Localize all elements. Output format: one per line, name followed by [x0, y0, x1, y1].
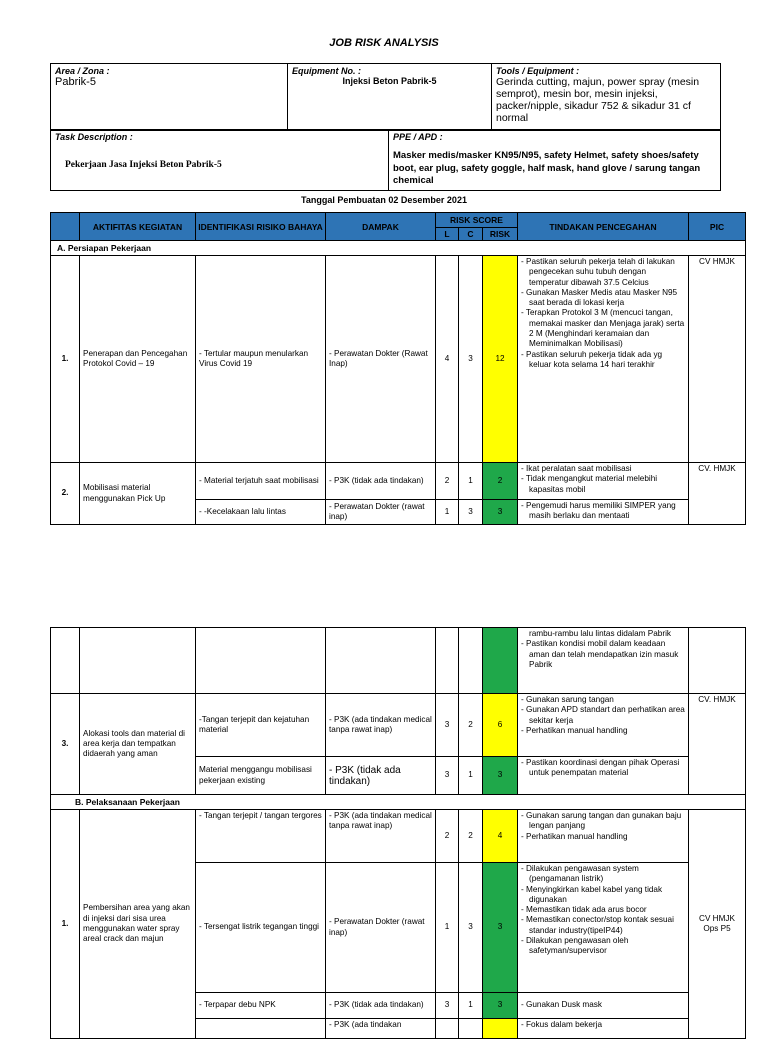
likelihood-cell: 2: [436, 810, 459, 863]
prevention-item: - Menyingkirkan kabel kabel yang tidak digunakan: [521, 884, 663, 904]
prevention-item: - Perhatikan manual handling: [521, 831, 628, 841]
risk-cell: [483, 628, 518, 694]
col-activity: AKTIFITAS KEGIATAN: [80, 213, 196, 241]
tools-label: Tools / Equipment :: [496, 66, 580, 76]
prevention-item: - Pastikan kondisi mobil dalam keadaan aman dan telah mendapatkan izin masuk Pabrik: [521, 639, 679, 669]
likelihood-cell: 3: [436, 757, 459, 795]
impact-cell: [326, 628, 436, 694]
area-cell: [51, 64, 288, 131]
prevention-cell: [518, 500, 689, 525]
ppe-label: PPE / APD :: [393, 132, 443, 142]
impact-cell: - P3K (ada tindakan medical tanpa rawat inap): [326, 810, 436, 863]
document-title: JOB RISK ANALYSIS: [329, 37, 439, 49]
impact-cell: - P3K (ada tindakan: [326, 1019, 436, 1039]
prevention-item: rambu-rambu lalu lintas didalam Pabrik: [529, 629, 671, 638]
impact-cell: - Perawatan Dokter (rawat inap): [326, 500, 436, 525]
table-row: [51, 810, 746, 863]
consequence-cell: 3: [459, 256, 483, 463]
pic-cell: CV. HMJK: [689, 463, 746, 525]
prevention-item: - Perhatikan manual handling: [521, 725, 628, 735]
consequence-cell: 1: [459, 757, 483, 795]
hazard-cell: - Terpapar debu NPK: [196, 993, 326, 1019]
likelihood-cell: 2: [436, 463, 459, 500]
prevention-cell: [518, 1019, 689, 1039]
equipment-value: Injeksi Beton Pabrik-5: [342, 76, 437, 86]
consequence-cell: [459, 628, 483, 694]
hazard-cell: - Tangan terjepit / tangan tergores: [196, 810, 326, 863]
col-c: C: [459, 228, 483, 241]
area-value: Pabrik-5: [55, 76, 96, 88]
risk-cell: 3: [483, 863, 518, 993]
row-number: 1.: [51, 256, 80, 463]
hazard-cell: - -Kecelakaan lalu lintas: [196, 500, 326, 525]
activity-cell: [80, 628, 196, 694]
table-row: [51, 256, 746, 463]
hazard-cell: - Tersengat listrik tegangan tinggi: [196, 863, 326, 993]
pic-cell: CV HMJK Ops P5: [689, 810, 746, 1039]
activity-cell: Alokasi tools dan material di area kerja dan tempatkan didaerah yang aman: [80, 694, 196, 795]
hazard-cell: -Tangan terjepit dan kejatuhan material: [196, 694, 326, 757]
likelihood-cell: 1: [436, 500, 459, 525]
prevention-item: - Pastikan koordinasi dengan pihak Operasi untuk penempatan material: [521, 758, 680, 778]
prevention-item: - Fokus dalam bekerja: [521, 1020, 602, 1029]
consequence-cell: 1: [459, 993, 483, 1019]
prevention-cell: [518, 256, 689, 463]
tools-cell: [492, 64, 721, 131]
pic-cell: CV. HMJK: [689, 694, 746, 795]
hazard-cell: - Tertular maupun menularkan Virus Covid 19: [196, 256, 326, 463]
impact-cell: - P3K (tidak ada tindakan): [326, 463, 436, 500]
prevention-item: - Terapkan Protokol 3 M (mencuci tangan, memakai masker dan Menjaga jarak) serta 2 M (Menghindari keramaian dan Meminimalkan Mobilisasi): [521, 308, 685, 349]
activity-cell: Penerapan dan Pencegahan Protokol Covid – 19: [80, 256, 196, 463]
prevention-item: - Memastikan conector/stop kontak sesuai standar industry(tipeIP44): [521, 915, 674, 935]
prevention-item: - Dilakukan pengawasan system (pengamanan listrik): [521, 864, 639, 884]
prevention-cell: [518, 757, 689, 795]
prevention-item: - Dilakukan pengawasan oleh safetyman/supervisor: [521, 936, 629, 956]
row-number: 3.: [51, 694, 80, 795]
consequence-cell: [459, 1019, 483, 1039]
col-no: [51, 213, 80, 241]
header-table: [50, 63, 721, 131]
prevention-item: - Gunakan sarung tangan dan gunakan baju lengan panjang: [521, 811, 682, 831]
row-number: 2.: [51, 463, 80, 525]
pic-cell: [689, 628, 746, 694]
section-b-row: [51, 795, 746, 810]
col-pic: PIC: [689, 213, 746, 241]
ppe-cell: [389, 130, 721, 191]
prevention-cell: [518, 863, 689, 993]
consequence-cell: 1: [459, 463, 483, 500]
prevention-cell: [518, 694, 689, 757]
likelihood-cell: 1: [436, 863, 459, 993]
prevention-cell: [518, 810, 689, 863]
prevention-item: - Gunakan Masker Medis atau Masker N95 saat berada di lokasi kerja: [521, 287, 678, 308]
task-value: Pekerjaan Jasa Injeksi Beton Pabrik-5: [65, 160, 222, 170]
risk-cell: 12: [483, 256, 518, 463]
prevention-item: - Gunakan Dusk mask: [521, 1000, 602, 1010]
prevention-item: - Pengemudi harus memiliki SIMPER yang masih berlaku dan mentaati: [521, 501, 676, 521]
prevention-item: - Pastikan seluruh pekerja telah di lakukan pengecekan suhu tubuh dengan temperatur dibawah 37.5 Celcius: [521, 257, 675, 287]
likelihood-cell: 3: [436, 993, 459, 1019]
col-hazard: IDENTIFIKASI RISIKO BAHAYA: [196, 213, 326, 241]
section-a-label: A. Persiapan Pekerjaan: [51, 241, 746, 256]
activity-cell: Mobilisasi material menggunakan Pick Up: [80, 463, 196, 525]
activity-cell: Pembersihan area yang akan di injeksi dari sisa urea menggunakan water spray areal crack dan majun: [80, 810, 196, 1039]
equipment-cell: [288, 64, 492, 131]
likelihood-cell: 4: [436, 256, 459, 463]
section-a-row: [51, 241, 746, 256]
ppe-value: Masker medis/masker KN95/N95, safety Helmet, safety shoes/safety boot, ear plug, safety goggle, half mask, hand glove / sarung tangan chemical: [393, 150, 701, 186]
prevention-item: - Ikat peralatan saat mobilisasi: [521, 464, 632, 473]
col-l: L: [436, 228, 459, 241]
task-cell: [51, 130, 389, 191]
prevention-item: - Gunakan APD standart dan perhatikan area sekitar kerja: [521, 705, 685, 725]
equipment-label: Equipment No. :: [292, 66, 361, 76]
consequence-cell: 2: [459, 810, 483, 863]
prevention-cell: [518, 628, 689, 694]
likelihood-cell: 3: [436, 694, 459, 757]
impact-cell: - P3K (tidak ada tindakan): [326, 993, 436, 1019]
row-number: [51, 628, 80, 694]
section-b-label: B. Pelaksanaan Pekerjaan: [51, 795, 746, 810]
risk-cell: 3: [483, 757, 518, 795]
impact-cell: - P3K (ada tindakan medical tanpa rawat inap): [326, 694, 436, 757]
consequence-cell: 3: [459, 500, 483, 525]
jra-table-continued: [50, 627, 746, 1039]
likelihood-cell: [436, 1019, 459, 1039]
col-risk-score: RISK SCORE: [436, 213, 518, 228]
row-number: 1.: [51, 810, 80, 1039]
task-label: Task Description :: [55, 132, 133, 142]
risk-cell: 4: [483, 810, 518, 863]
jra-table: [50, 212, 746, 525]
col-risk: RISK: [483, 228, 518, 241]
prevention-cell: [518, 463, 689, 500]
area-label: Area / Zona :: [55, 66, 110, 76]
impact-cell: - Perawatan Dokter (Rawat Inap): [326, 256, 436, 463]
likelihood-cell: [436, 628, 459, 694]
hazard-cell: - Material terjatuh saat mobilisasi: [196, 463, 326, 500]
pic-cell: CV HMJK: [689, 256, 746, 463]
table-row: [51, 694, 746, 757]
prevention-item: - Tidak mengangkut material melebihi kapasitas mobil: [521, 474, 658, 494]
prevention-item: - Gunakan sarung tangan: [521, 695, 614, 704]
prevention-item: - Pastikan seluruh pekerja tidak ada yg keluar kota selama 14 hari terakhir: [521, 349, 663, 369]
table-row: [51, 463, 746, 500]
hazard-cell: [196, 628, 326, 694]
col-prevention: TINDAKAN PENCEGAHAN: [518, 213, 689, 241]
table-row: [51, 628, 746, 694]
risk-cell: 3: [483, 500, 518, 525]
risk-cell: 6: [483, 694, 518, 757]
impact-cell: - Perawatan Dokter (rawat inap): [326, 863, 436, 993]
col-impact: DAMPAK: [326, 213, 436, 241]
hazard-cell: Material menggangu mobilisasi pekerjaan existing: [196, 757, 326, 795]
tools-value: Gerinda cutting, majun, power spray (mesin semprot), mesin bor, mesin injeksi, packer/nipple, sikadur 752 & sikadur 31 cf normal: [496, 76, 700, 124]
prevention-item: - Memastikan tidak ada arus bocor: [521, 905, 647, 915]
hazard-cell: [196, 1019, 326, 1039]
risk-cell: 2: [483, 463, 518, 500]
risk-cell: [483, 1019, 518, 1039]
column-header-row: [51, 213, 746, 228]
task-table: [50, 129, 721, 191]
consequence-cell: 3: [459, 863, 483, 993]
creation-date: Tanggal Pembuatan 02 Desember 2021: [301, 195, 467, 205]
risk-cell: 3: [483, 993, 518, 1019]
consequence-cell: 2: [459, 694, 483, 757]
prevention-cell: [518, 993, 689, 1019]
impact-cell: - P3K (tidak ada tindakan): [326, 757, 436, 795]
